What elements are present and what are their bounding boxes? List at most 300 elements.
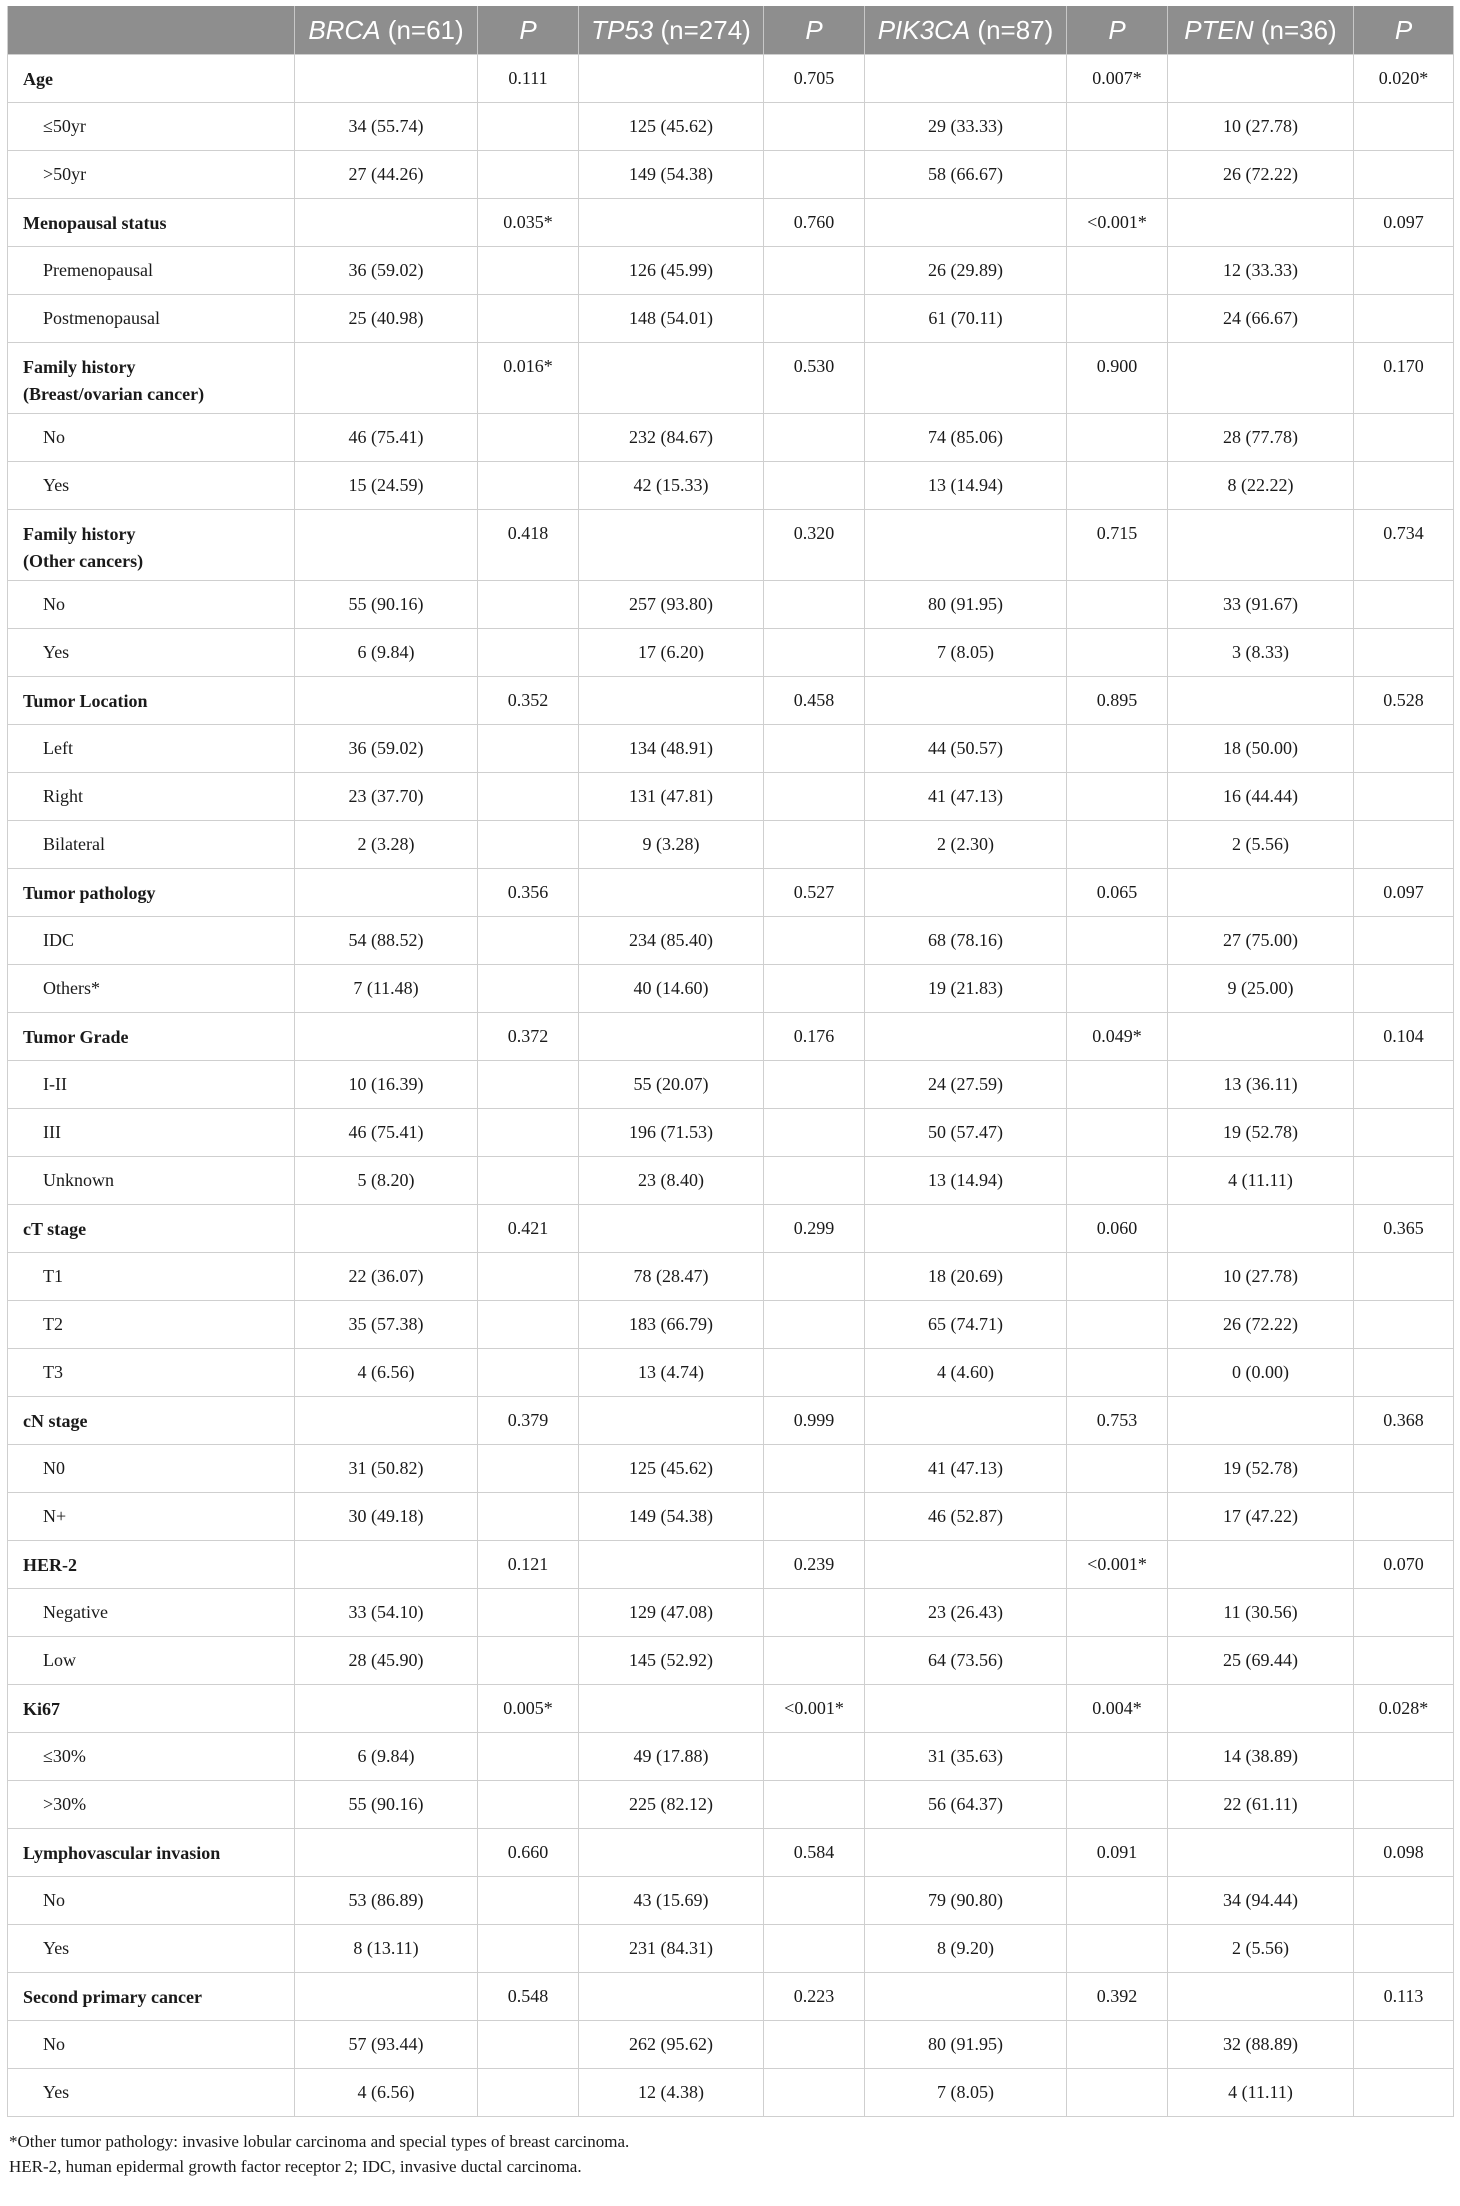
label-text: Premenopausal: [43, 260, 153, 280]
value-cell-brca: 31 (50.82): [295, 1445, 478, 1493]
p-value-cell-brca: 0.548: [478, 1973, 579, 2021]
value-cell-tp53: 145 (52.92): [579, 1637, 764, 1685]
p-value-cell-pten: 0.028*: [1354, 1685, 1454, 1733]
value-cell-tp53: [579, 869, 764, 917]
value-cell-pik3ca: 79 (90.80): [865, 1877, 1067, 1925]
p-value-cell-tp53: 0.584: [764, 1829, 865, 1877]
p-value-cell-tp53: 0.530: [764, 343, 865, 414]
p-value-cell-tp53: 0.239: [764, 1541, 865, 1589]
label-text: Postmenopausal: [43, 308, 160, 328]
header-tp53-gene: TP53: [591, 14, 654, 45]
p-value-cell-tp53: [764, 1589, 865, 1637]
p-value-cell-brca: [478, 821, 579, 869]
p-value-cell-pik3ca: [1067, 2021, 1168, 2069]
p-value-cell-pten: [1354, 1109, 1454, 1157]
p-value-cell-brca: [478, 1445, 579, 1493]
p-value-cell-brca: 0.005*: [478, 1685, 579, 1733]
subgroup-label: [8, 1109, 295, 1157]
p-value-cell-pten: [1354, 1445, 1454, 1493]
value-cell-tp53: 125 (45.62): [579, 1445, 764, 1493]
value-cell-pten: 11 (30.56): [1168, 1589, 1354, 1637]
p-value-cell-brca: 0.035*: [478, 199, 579, 247]
p-value-cell-brca: 0.016*: [478, 343, 579, 414]
subgroup-label: [8, 1445, 295, 1493]
value-cell-brca: 55 (90.16): [295, 1781, 478, 1829]
value-cell-tp53: 12 (4.38): [579, 2069, 764, 2117]
p-value-cell-pik3ca: 0.091: [1067, 1829, 1168, 1877]
p-value-cell-brca: 0.121: [478, 1541, 579, 1589]
label-text: Bilateral: [43, 834, 105, 854]
subgroup-label: [8, 917, 295, 965]
value-cell-pten: [1168, 199, 1354, 247]
label-text: No: [43, 427, 65, 447]
value-cell-tp53: [579, 1013, 764, 1061]
p-value-cell-brca: [478, 1253, 579, 1301]
p-value-cell-brca: 0.418: [478, 510, 579, 581]
value-cell-tp53: 42 (15.33): [579, 462, 764, 510]
p-value-cell-pik3ca: [1067, 1877, 1168, 1925]
value-cell-pik3ca: 7 (8.05): [865, 2069, 1067, 2117]
value-cell-brca: 2 (3.28): [295, 821, 478, 869]
subgroup-label: [8, 1253, 295, 1301]
subgroup-label: [8, 1925, 295, 1973]
p-value-cell-pten: 0.097: [1354, 869, 1454, 917]
table-row: [8, 581, 1454, 629]
value-cell-tp53: 125 (45.62): [579, 103, 764, 151]
p-value-cell-pik3ca: [1067, 103, 1168, 151]
value-cell-pten: 14 (38.89): [1168, 1733, 1354, 1781]
label-text: Tumor Location: [23, 691, 148, 711]
value-cell-brca: 57 (93.44): [295, 2021, 478, 2069]
value-cell-pik3ca: 8 (9.20): [865, 1925, 1067, 1973]
category-row: [8, 1397, 1454, 1445]
p-value-cell-pten: [1354, 1301, 1454, 1349]
label-text: Others*: [43, 978, 100, 998]
label-text: Negative: [43, 1602, 108, 1622]
label-text: T3: [43, 1362, 63, 1382]
label-text: T2: [43, 1314, 63, 1334]
p-value-cell-pik3ca: [1067, 414, 1168, 462]
category-row: [8, 677, 1454, 725]
p-value-cell-tp53: [764, 1733, 865, 1781]
p-value-cell-pik3ca: [1067, 725, 1168, 773]
label-text: Family history: [23, 524, 136, 544]
header-pten-gene: PTEN: [1184, 14, 1254, 45]
value-cell-tp53: 183 (66.79): [579, 1301, 764, 1349]
category-row: [8, 1973, 1454, 2021]
p-value-cell-tp53: 0.458: [764, 677, 865, 725]
p-value-cell-brca: 0.372: [478, 1013, 579, 1061]
value-cell-pten: 13 (36.11): [1168, 1061, 1354, 1109]
category-row: [8, 1829, 1454, 1877]
p-value-cell-tp53: [764, 247, 865, 295]
p-value-cell-tp53: [764, 1061, 865, 1109]
p-value-cell-brca: [478, 1637, 579, 1685]
value-cell-brca: [295, 1013, 478, 1061]
p-value-cell-pten: 0.097: [1354, 199, 1454, 247]
table-row: [8, 1301, 1454, 1349]
table-row: [8, 821, 1454, 869]
value-cell-brca: 28 (45.90): [295, 1637, 478, 1685]
p-value-cell-pik3ca: [1067, 1493, 1168, 1541]
table-header: [8, 6, 1454, 55]
label-text: HER-2: [23, 1555, 77, 1575]
label-text: No: [43, 594, 65, 614]
label-text: Tumor Grade: [23, 1027, 129, 1047]
value-cell-tp53: [579, 55, 764, 103]
table-row: [8, 1781, 1454, 1829]
label-text: Age: [23, 69, 53, 89]
value-cell-tp53: 257 (93.80): [579, 581, 764, 629]
p-value-cell-brca: [478, 1109, 579, 1157]
subgroup-label: [8, 821, 295, 869]
value-cell-pik3ca: 56 (64.37): [865, 1781, 1067, 1829]
category-label: [8, 869, 295, 917]
p-value-cell-pten: 0.104: [1354, 1013, 1454, 1061]
value-cell-brca: 46 (75.41): [295, 1109, 478, 1157]
p-value-cell-pik3ca: 0.715: [1067, 510, 1168, 581]
p-value-cell-pik3ca: [1067, 1733, 1168, 1781]
category-label: [8, 1397, 295, 1445]
value-cell-pik3ca: 44 (50.57): [865, 725, 1067, 773]
footnotes: [7, 2129, 1453, 2179]
category-row: [8, 1013, 1454, 1061]
p-value-cell-pten: 0.020*: [1354, 55, 1454, 103]
table-body: [8, 55, 1454, 2117]
subgroup-label: [8, 1877, 295, 1925]
label-text: Menopausal status: [23, 213, 167, 233]
p-value-cell-pik3ca: 0.049*: [1067, 1013, 1168, 1061]
value-cell-pik3ca: [865, 343, 1067, 414]
p-value-cell-tp53: [764, 1925, 865, 1973]
value-cell-brca: 55 (90.16): [295, 581, 478, 629]
subgroup-label: [8, 1781, 295, 1829]
p-value-cell-pten: 0.368: [1354, 1397, 1454, 1445]
value-cell-pik3ca: [865, 677, 1067, 725]
value-cell-brca: [295, 677, 478, 725]
footnote-abbreviations: HER-2, human epidermal growth factor receptor 2; IDC, invasive ductal carcinoma.: [9, 2157, 582, 2176]
p-value-cell-brca: [478, 2069, 579, 2117]
p-value-cell-brca: [478, 151, 579, 199]
value-cell-pten: 25 (69.44): [1168, 1637, 1354, 1685]
table-row: [8, 1493, 1454, 1541]
p-value-cell-pten: [1354, 1493, 1454, 1541]
table-row: [8, 1109, 1454, 1157]
p-value-cell-pten: [1354, 103, 1454, 151]
value-cell-tp53: [579, 510, 764, 581]
label-text-line2: (Breast/ovarian cancer): [23, 384, 205, 404]
subgroup-label: [8, 2069, 295, 2117]
p-value-cell-pten: [1354, 1781, 1454, 1829]
p-value-cell-pten: [1354, 1637, 1454, 1685]
subgroup-label: [8, 1493, 295, 1541]
value-cell-brca: 36 (59.02): [295, 247, 478, 295]
p-value-cell-pten: [1354, 1589, 1454, 1637]
p-value-cell-tp53: [764, 1637, 865, 1685]
value-cell-tp53: [579, 343, 764, 414]
p-value-cell-tp53: 0.320: [764, 510, 865, 581]
label-text: ≤30%: [43, 1746, 86, 1766]
label-text: cN stage: [23, 1411, 88, 1431]
p-value-cell-pten: [1354, 629, 1454, 677]
p-value-cell-pik3ca: [1067, 1253, 1168, 1301]
p-value-cell-tp53: [764, 1349, 865, 1397]
mutation-characteristics-table: [7, 6, 1454, 2117]
subgroup-label: [8, 1349, 295, 1397]
value-cell-brca: 6 (9.84): [295, 629, 478, 677]
value-cell-pten: 26 (72.22): [1168, 151, 1354, 199]
label-text: Unknown: [43, 1170, 114, 1190]
table-row: [8, 1349, 1454, 1397]
p-value-cell-pten: [1354, 821, 1454, 869]
value-cell-tp53: [579, 677, 764, 725]
label-text: Second primary cancer: [23, 1987, 202, 2007]
value-cell-pten: [1168, 677, 1354, 725]
value-cell-pten: 0 (0.00): [1168, 1349, 1354, 1397]
p-value-cell-tp53: [764, 1157, 865, 1205]
subgroup-label: [8, 1061, 295, 1109]
label-text: N+: [43, 1506, 67, 1526]
label-text: Family history: [23, 357, 136, 377]
value-cell-pten: [1168, 1205, 1354, 1253]
p-value-cell-pten: [1354, 2069, 1454, 2117]
value-cell-tp53: 49 (17.88): [579, 1733, 764, 1781]
p-value-cell-tp53: [764, 1301, 865, 1349]
p-value-cell-brca: [478, 1781, 579, 1829]
label-text: Right: [43, 786, 84, 806]
value-cell-pten: 28 (77.78): [1168, 414, 1354, 462]
header-pik3ca: [865, 6, 1067, 55]
value-cell-pten: [1168, 510, 1354, 581]
table-row: [8, 1589, 1454, 1637]
table-row: [8, 1253, 1454, 1301]
category-row: [8, 1205, 1454, 1253]
p-value-cell-brca: [478, 1877, 579, 1925]
p-value-cell-tp53: 0.176: [764, 1013, 865, 1061]
p-value-cell-tp53: [764, 821, 865, 869]
footnote-pathology: *Other tumor pathology: invasive lobular carcinoma and special types of breast carcinoma.: [9, 2132, 630, 2151]
subgroup-label: [8, 1637, 295, 1685]
value-cell-tp53: 43 (15.69): [579, 1877, 764, 1925]
label-text: N0: [43, 1458, 65, 1478]
p-value-cell-pik3ca: [1067, 773, 1168, 821]
p-value-cell-brca: [478, 295, 579, 343]
header-tp53: [579, 6, 764, 55]
value-cell-brca: 30 (49.18): [295, 1493, 478, 1541]
p-value-cell-brca: [478, 1733, 579, 1781]
p-value-cell-pik3ca: 0.007*: [1067, 55, 1168, 103]
p-value-cell-tp53: [764, 1781, 865, 1829]
subgroup-label: [8, 103, 295, 151]
p-value-cell-pten: 0.365: [1354, 1205, 1454, 1253]
value-cell-pten: 17 (47.22): [1168, 1493, 1354, 1541]
value-cell-tp53: 55 (20.07): [579, 1061, 764, 1109]
table-row: [8, 2069, 1454, 2117]
value-cell-pten: 2 (5.56): [1168, 1925, 1354, 1973]
value-cell-tp53: 225 (82.12): [579, 1781, 764, 1829]
label-text: Ki67: [23, 1699, 61, 1719]
p-value-cell-pik3ca: [1067, 1589, 1168, 1637]
value-cell-pik3ca: 13 (14.94): [865, 462, 1067, 510]
value-cell-tp53: [579, 1685, 764, 1733]
header-brca-n: (n=61): [380, 14, 464, 45]
category-row: [8, 869, 1454, 917]
value-cell-pik3ca: 24 (27.59): [865, 1061, 1067, 1109]
p-value-cell-tp53: [764, 1253, 865, 1301]
p-value-cell-pik3ca: [1067, 2069, 1168, 2117]
value-cell-brca: [295, 869, 478, 917]
category-row: [8, 55, 1454, 103]
p-value-cell-pik3ca: <0.001*: [1067, 1541, 1168, 1589]
value-cell-pik3ca: 13 (14.94): [865, 1157, 1067, 1205]
p-value-cell-pik3ca: [1067, 629, 1168, 677]
value-cell-brca: 23 (37.70): [295, 773, 478, 821]
p-value-cell-pten: 0.113: [1354, 1973, 1454, 2021]
category-label: [8, 677, 295, 725]
value-cell-brca: 7 (11.48): [295, 965, 478, 1013]
value-cell-pik3ca: [865, 510, 1067, 581]
p-value-cell-pik3ca: [1067, 1157, 1168, 1205]
p-value-cell-brca: [478, 1925, 579, 1973]
value-cell-pten: 24 (66.67): [1168, 295, 1354, 343]
value-cell-pik3ca: 2 (2.30): [865, 821, 1067, 869]
table-row: [8, 965, 1454, 1013]
value-cell-tp53: 262 (95.62): [579, 2021, 764, 2069]
value-cell-brca: [295, 1397, 478, 1445]
table-row: [8, 773, 1454, 821]
subgroup-label: [8, 1733, 295, 1781]
p-value-cell-pten: 0.528: [1354, 677, 1454, 725]
p-value-cell-pten: [1354, 1733, 1454, 1781]
p-value-cell-pten: [1354, 247, 1454, 295]
label-text: Tumor pathology: [23, 883, 156, 903]
value-cell-tp53: [579, 199, 764, 247]
p-value-cell-pten: [1354, 1877, 1454, 1925]
value-cell-pten: 2 (5.56): [1168, 821, 1354, 869]
subgroup-label: [8, 151, 295, 199]
p-value-cell-pten: [1354, 917, 1454, 965]
p-value-cell-tp53: [764, 1109, 865, 1157]
value-cell-pik3ca: [865, 1541, 1067, 1589]
subgroup-label: [8, 295, 295, 343]
value-cell-tp53: 234 (85.40): [579, 917, 764, 965]
value-cell-pten: 32 (88.89): [1168, 2021, 1354, 2069]
p-value-cell-brca: [478, 773, 579, 821]
value-cell-pik3ca: 31 (35.63): [865, 1733, 1067, 1781]
p-value-cell-tp53: <0.001*: [764, 1685, 865, 1733]
p-value-cell-tp53: [764, 1877, 865, 1925]
p-value-cell-pten: 0.098: [1354, 1829, 1454, 1877]
value-cell-pik3ca: [865, 1829, 1067, 1877]
table-row: [8, 247, 1454, 295]
value-cell-pten: 26 (72.22): [1168, 1301, 1354, 1349]
label-text: Lymphovascular invasion: [23, 1843, 221, 1863]
p-value-cell-brca: [478, 462, 579, 510]
label-text: T1: [43, 1266, 63, 1286]
p-value-cell-pik3ca: [1067, 821, 1168, 869]
value-cell-brca: 53 (86.89): [295, 1877, 478, 1925]
subgroup-label: [8, 1589, 295, 1637]
p-value-cell-tp53: 0.527: [764, 869, 865, 917]
p-value-cell-brca: [478, 1349, 579, 1397]
header-pik3ca-gene: PIK3CA: [877, 14, 971, 45]
value-cell-brca: 27 (44.26): [295, 151, 478, 199]
p-value-cell-pik3ca: 0.753: [1067, 1397, 1168, 1445]
p-value-cell-tp53: [764, 2021, 865, 2069]
subgroup-label: [8, 773, 295, 821]
p-value-cell-pten: [1354, 725, 1454, 773]
label-text: ≤50yr: [43, 116, 86, 136]
value-cell-brca: [295, 1685, 478, 1733]
value-cell-tp53: 231 (84.31): [579, 1925, 764, 1973]
label-text: >50yr: [43, 164, 87, 184]
value-cell-tp53: [579, 1205, 764, 1253]
value-cell-pten: 16 (44.44): [1168, 773, 1354, 821]
category-label: [8, 1973, 295, 2021]
p-value-cell-tp53: 0.223: [764, 1973, 865, 2021]
p-value-cell-brca: [478, 1589, 579, 1637]
p-value-cell-brca: 0.111: [478, 55, 579, 103]
value-cell-pik3ca: 80 (91.95): [865, 2021, 1067, 2069]
value-cell-pik3ca: 41 (47.13): [865, 1445, 1067, 1493]
value-cell-brca: 5 (8.20): [295, 1157, 478, 1205]
value-cell-pik3ca: 41 (47.13): [865, 773, 1067, 821]
category-label: [8, 343, 295, 414]
value-cell-tp53: 148 (54.01): [579, 295, 764, 343]
subgroup-label: [8, 414, 295, 462]
p-value-cell-brca: [478, 1061, 579, 1109]
label-text: Yes: [43, 1938, 70, 1958]
value-cell-pik3ca: [865, 199, 1067, 247]
value-cell-pik3ca: 58 (66.67): [865, 151, 1067, 199]
header-p-pten: P: [1354, 6, 1454, 55]
p-value-cell-tp53: [764, 917, 865, 965]
value-cell-brca: [295, 1829, 478, 1877]
value-cell-tp53: 149 (54.38): [579, 151, 764, 199]
label-text: Left: [43, 738, 73, 758]
table-row: [8, 1637, 1454, 1685]
value-cell-pten: [1168, 1397, 1354, 1445]
category-label: [8, 199, 295, 247]
p-value-cell-brca: [478, 581, 579, 629]
p-value-cell-pik3ca: [1067, 1301, 1168, 1349]
value-cell-pik3ca: 19 (21.83): [865, 965, 1067, 1013]
p-value-cell-pten: [1354, 1157, 1454, 1205]
value-cell-pik3ca: 74 (85.06): [865, 414, 1067, 462]
value-cell-pik3ca: [865, 1973, 1067, 2021]
category-row: [8, 343, 1454, 414]
header-brca-gene: BRCA: [308, 14, 381, 45]
subgroup-label: [8, 581, 295, 629]
value-cell-brca: [295, 1205, 478, 1253]
category-label: [8, 1541, 295, 1589]
value-cell-pten: 4 (11.11): [1168, 1157, 1354, 1205]
value-cell-tp53: 131 (47.81): [579, 773, 764, 821]
p-value-cell-pten: 0.170: [1354, 343, 1454, 414]
header-p-pik3ca: P: [1067, 6, 1168, 55]
p-value-cell-pik3ca: [1067, 1637, 1168, 1685]
table-row: [8, 295, 1454, 343]
value-cell-tp53: 149 (54.38): [579, 1493, 764, 1541]
category-label: [8, 1013, 295, 1061]
table-row: [8, 725, 1454, 773]
value-cell-pik3ca: 46 (52.87): [865, 1493, 1067, 1541]
value-cell-tp53: 9 (3.28): [579, 821, 764, 869]
category-row: [8, 1541, 1454, 1589]
value-cell-pik3ca: 29 (33.33): [865, 103, 1067, 151]
value-cell-tp53: 78 (28.47): [579, 1253, 764, 1301]
value-cell-pten: [1168, 1973, 1354, 2021]
